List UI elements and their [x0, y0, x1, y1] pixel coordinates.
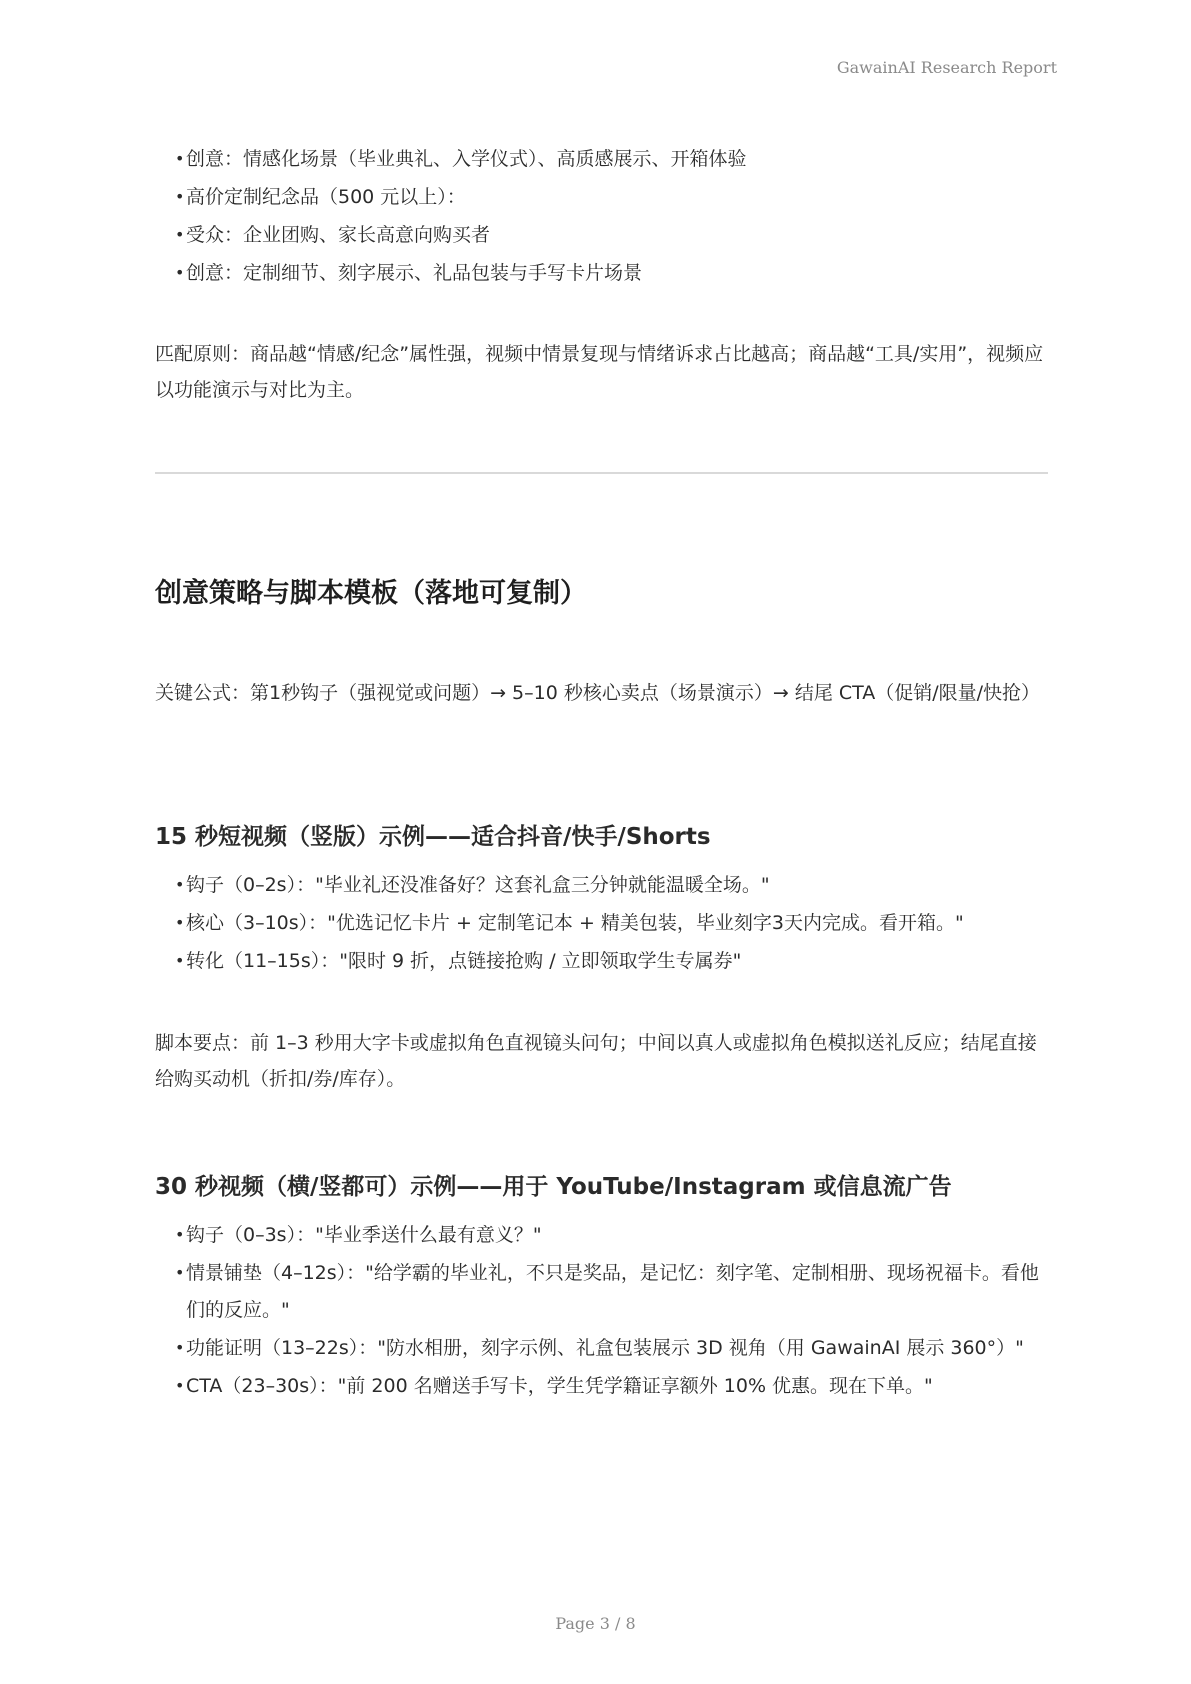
key-formula-paragraph: 关键公式：第1秒钩子（强视觉或问题）→ 5–10 秒核心卖点（场景演示）→ 结尾 CTA（促销/限量/快抢） — [155, 682, 1041, 704]
list-item — [155, 255, 1050, 292]
list-item-text: 钩子（0–3s）："毕业季送什么最有意义？" — [186, 1224, 542, 1246]
list-item — [155, 217, 1050, 254]
script-notes-paragraph: 脚本要点：前 1–3 秒用大字卡或虚拟角色直视镜头问句；中间以真人或虚拟角色模拟送礼反应；结尾直接给购买动机（折扣/券/库存）。 — [155, 1032, 1037, 1090]
list-item — [155, 141, 1050, 178]
list-item-text: 创意：情感化场景（毕业典礼、入学仪式）、高质感展示、开箱体验 — [186, 148, 747, 170]
list-item — [155, 1217, 1050, 1254]
long-video-script-list — [155, 1217, 1050, 1406]
bullet-icon: • — [175, 1375, 185, 1395]
bullet-icon: • — [175, 1263, 185, 1282]
list-item — [155, 1255, 1050, 1328]
bullet-icon: • — [175, 913, 185, 932]
list-item-text: 功能证明（13–22s）："防水相册，刻字示例、礼盒包装展示 3D 视角（用 GawainAI 展示 360°）" — [186, 1336, 1024, 1359]
list-item — [155, 1368, 1050, 1405]
list-item — [155, 905, 1050, 942]
list-item-text: 核心（3–10s）："优选记忆卡片 + 定制笔记本 + 精美包装，毕业刻字3天内完成。看开箱。" — [186, 912, 964, 934]
matching-principle-paragraph: 匹配原则：商品越“情感/纪念”属性强，视频中情景复现与情绪诉求占比越高；商品越“工具/实用”，视频应以功能演示与对比为主。 — [155, 343, 1044, 401]
list-item-text: 钩子（0–2s）："毕业礼还没准备好？这套礼盒三分钟就能温暖全场。" — [186, 874, 770, 896]
bullet-icon: • — [175, 225, 185, 244]
list-item-text: CTA（23–30s）："前 200 名赠送手写卡，学生凭学籍证享额外 10% 优惠。现在下单。" — [186, 1374, 933, 1397]
list-item — [155, 867, 1050, 904]
page-number: Page 3 / 8 — [555, 1614, 636, 1633]
bullet-icon: • — [175, 149, 185, 168]
list-item — [155, 179, 1050, 216]
short-video-heading: 15 秒短视频（竖版）示例——适合抖音/快手/Shorts — [155, 824, 711, 850]
running-header: GawainAI Research Report — [836, 58, 1057, 77]
section-divider — [155, 472, 1048, 474]
bullet-icon: • — [175, 875, 185, 894]
list-item-text: 创意：定制细节、刻字展示、礼品包装与手写卡片场景 — [186, 262, 643, 284]
audience-creative-list — [155, 141, 1050, 293]
bullet-icon: • — [175, 187, 185, 206]
bullet-icon: • — [175, 951, 185, 970]
section-title: 创意策略与脚本模板（落地可复制） — [155, 578, 587, 609]
bullet-icon: • — [175, 1225, 185, 1244]
list-item-text: 受众：企业团购、家长高意向购买者 — [186, 224, 491, 246]
list-item — [155, 1330, 1050, 1367]
short-video-script-list — [155, 867, 1050, 981]
long-video-heading: 30 秒视频（横/竖都可）示例——用于 YouTube/Instagram 或信息流广告 — [155, 1174, 952, 1200]
list-item — [155, 943, 1050, 980]
bullet-icon: • — [175, 263, 185, 282]
bullet-icon: • — [175, 1337, 185, 1357]
list-item-text: 转化（11–15s）："限时 9 折，点链接抢购 / 立即领取学生专属券" — [186, 950, 742, 972]
list-item-text: 情景铺垫（4–12s）："给学霸的毕业礼，不只是奖品，是记忆：刻字笔、定制相册、现场祝福卡。看他们的反应。" — [186, 1262, 1039, 1321]
list-item-text: 高价定制纪念品（500 元以上）： — [186, 186, 466, 208]
